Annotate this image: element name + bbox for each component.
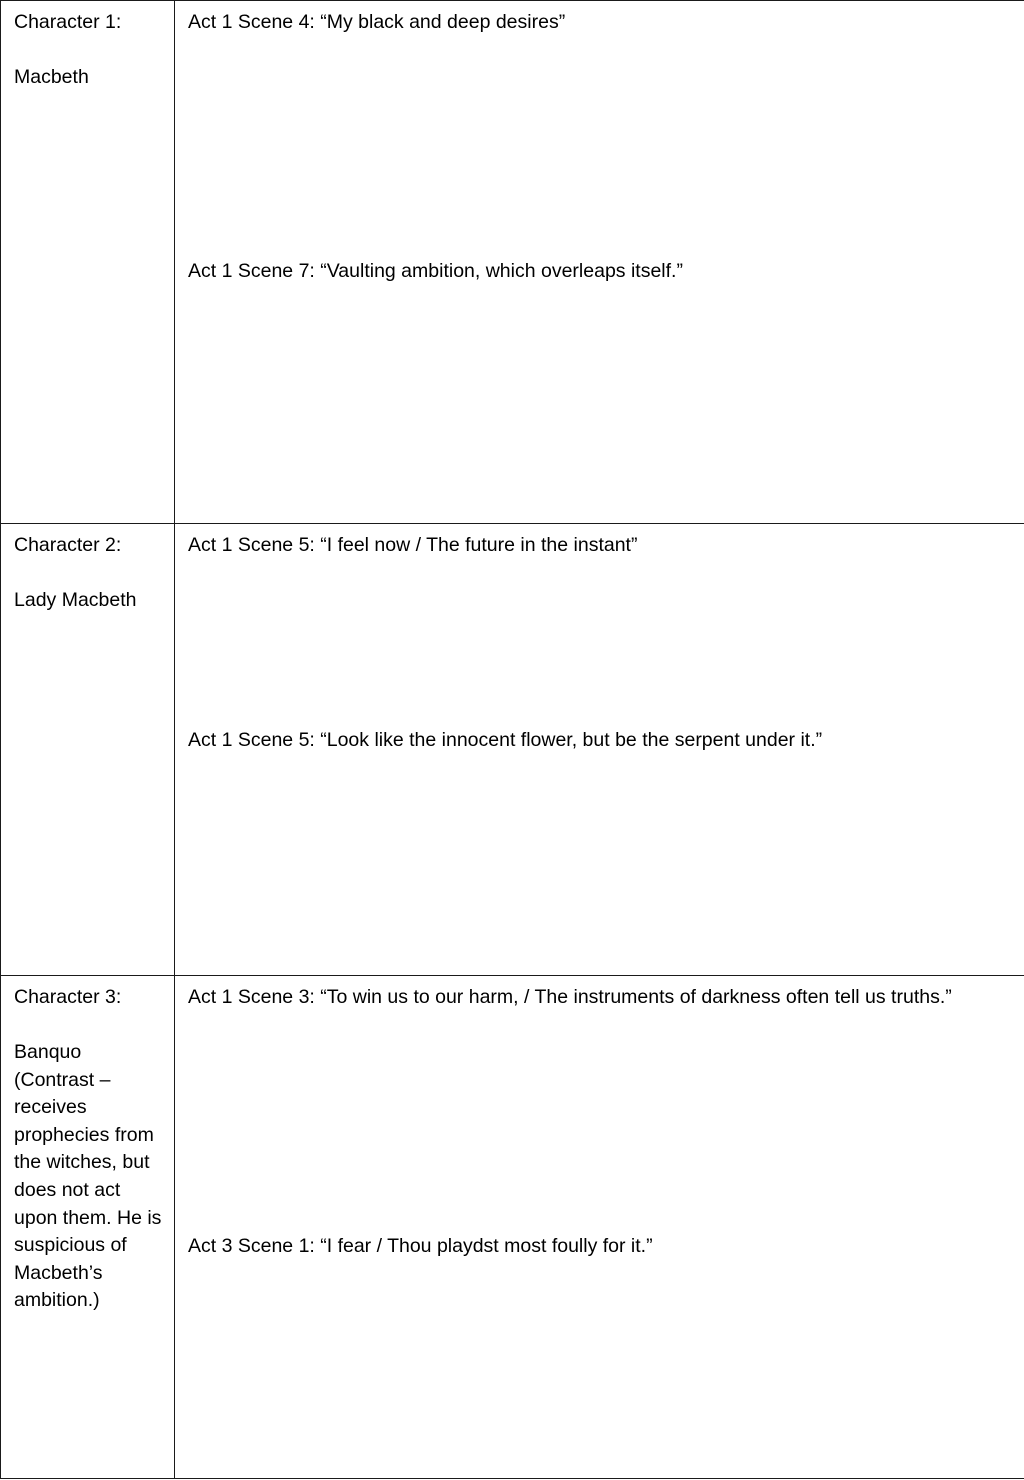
character-name: Macbeth <box>14 66 89 88</box>
quote-text: Act 1 Scene 5: “Look like the innocent flower, but be the serpent under it.” <box>188 729 823 751</box>
table-row <box>1 976 1024 1479</box>
quote-text: Act 1 Scene 5: “I feel now / The future in the instant” <box>188 534 638 556</box>
character-cell <box>1 1 175 524</box>
quotes-cell <box>175 524 1024 976</box>
character-cell <box>1 976 175 1479</box>
quote-text: Act 1 Scene 3: “To win us to our harm, / The instruments of darkness often tell us truths.” <box>188 986 952 1008</box>
quotes-cell <box>175 1 1024 524</box>
quote-text: Act 1 Scene 4: “My black and deep desires” <box>188 11 566 33</box>
table-row <box>1 1 1024 524</box>
character-label: Character 1: <box>14 11 122 33</box>
character-name: Banquo (Contrast – receives prophecies from the witches, but does not act upon them. He is suspicious of Macbeth’s ambition.) <box>14 1041 162 1312</box>
character-cell <box>1 524 175 976</box>
quotes-cell <box>175 976 1024 1479</box>
table-row <box>1 524 1024 976</box>
quote-text: Act 3 Scene 1: “I fear / Thou playdst most foully for it.” <box>188 1235 653 1257</box>
character-label: Character 3: <box>14 986 122 1008</box>
character-label: Character 2: <box>14 534 122 556</box>
character-name: Lady Macbeth <box>14 589 137 611</box>
quote-text: Act 1 Scene 7: “Vaulting ambition, which overleaps itself.” <box>188 260 683 282</box>
